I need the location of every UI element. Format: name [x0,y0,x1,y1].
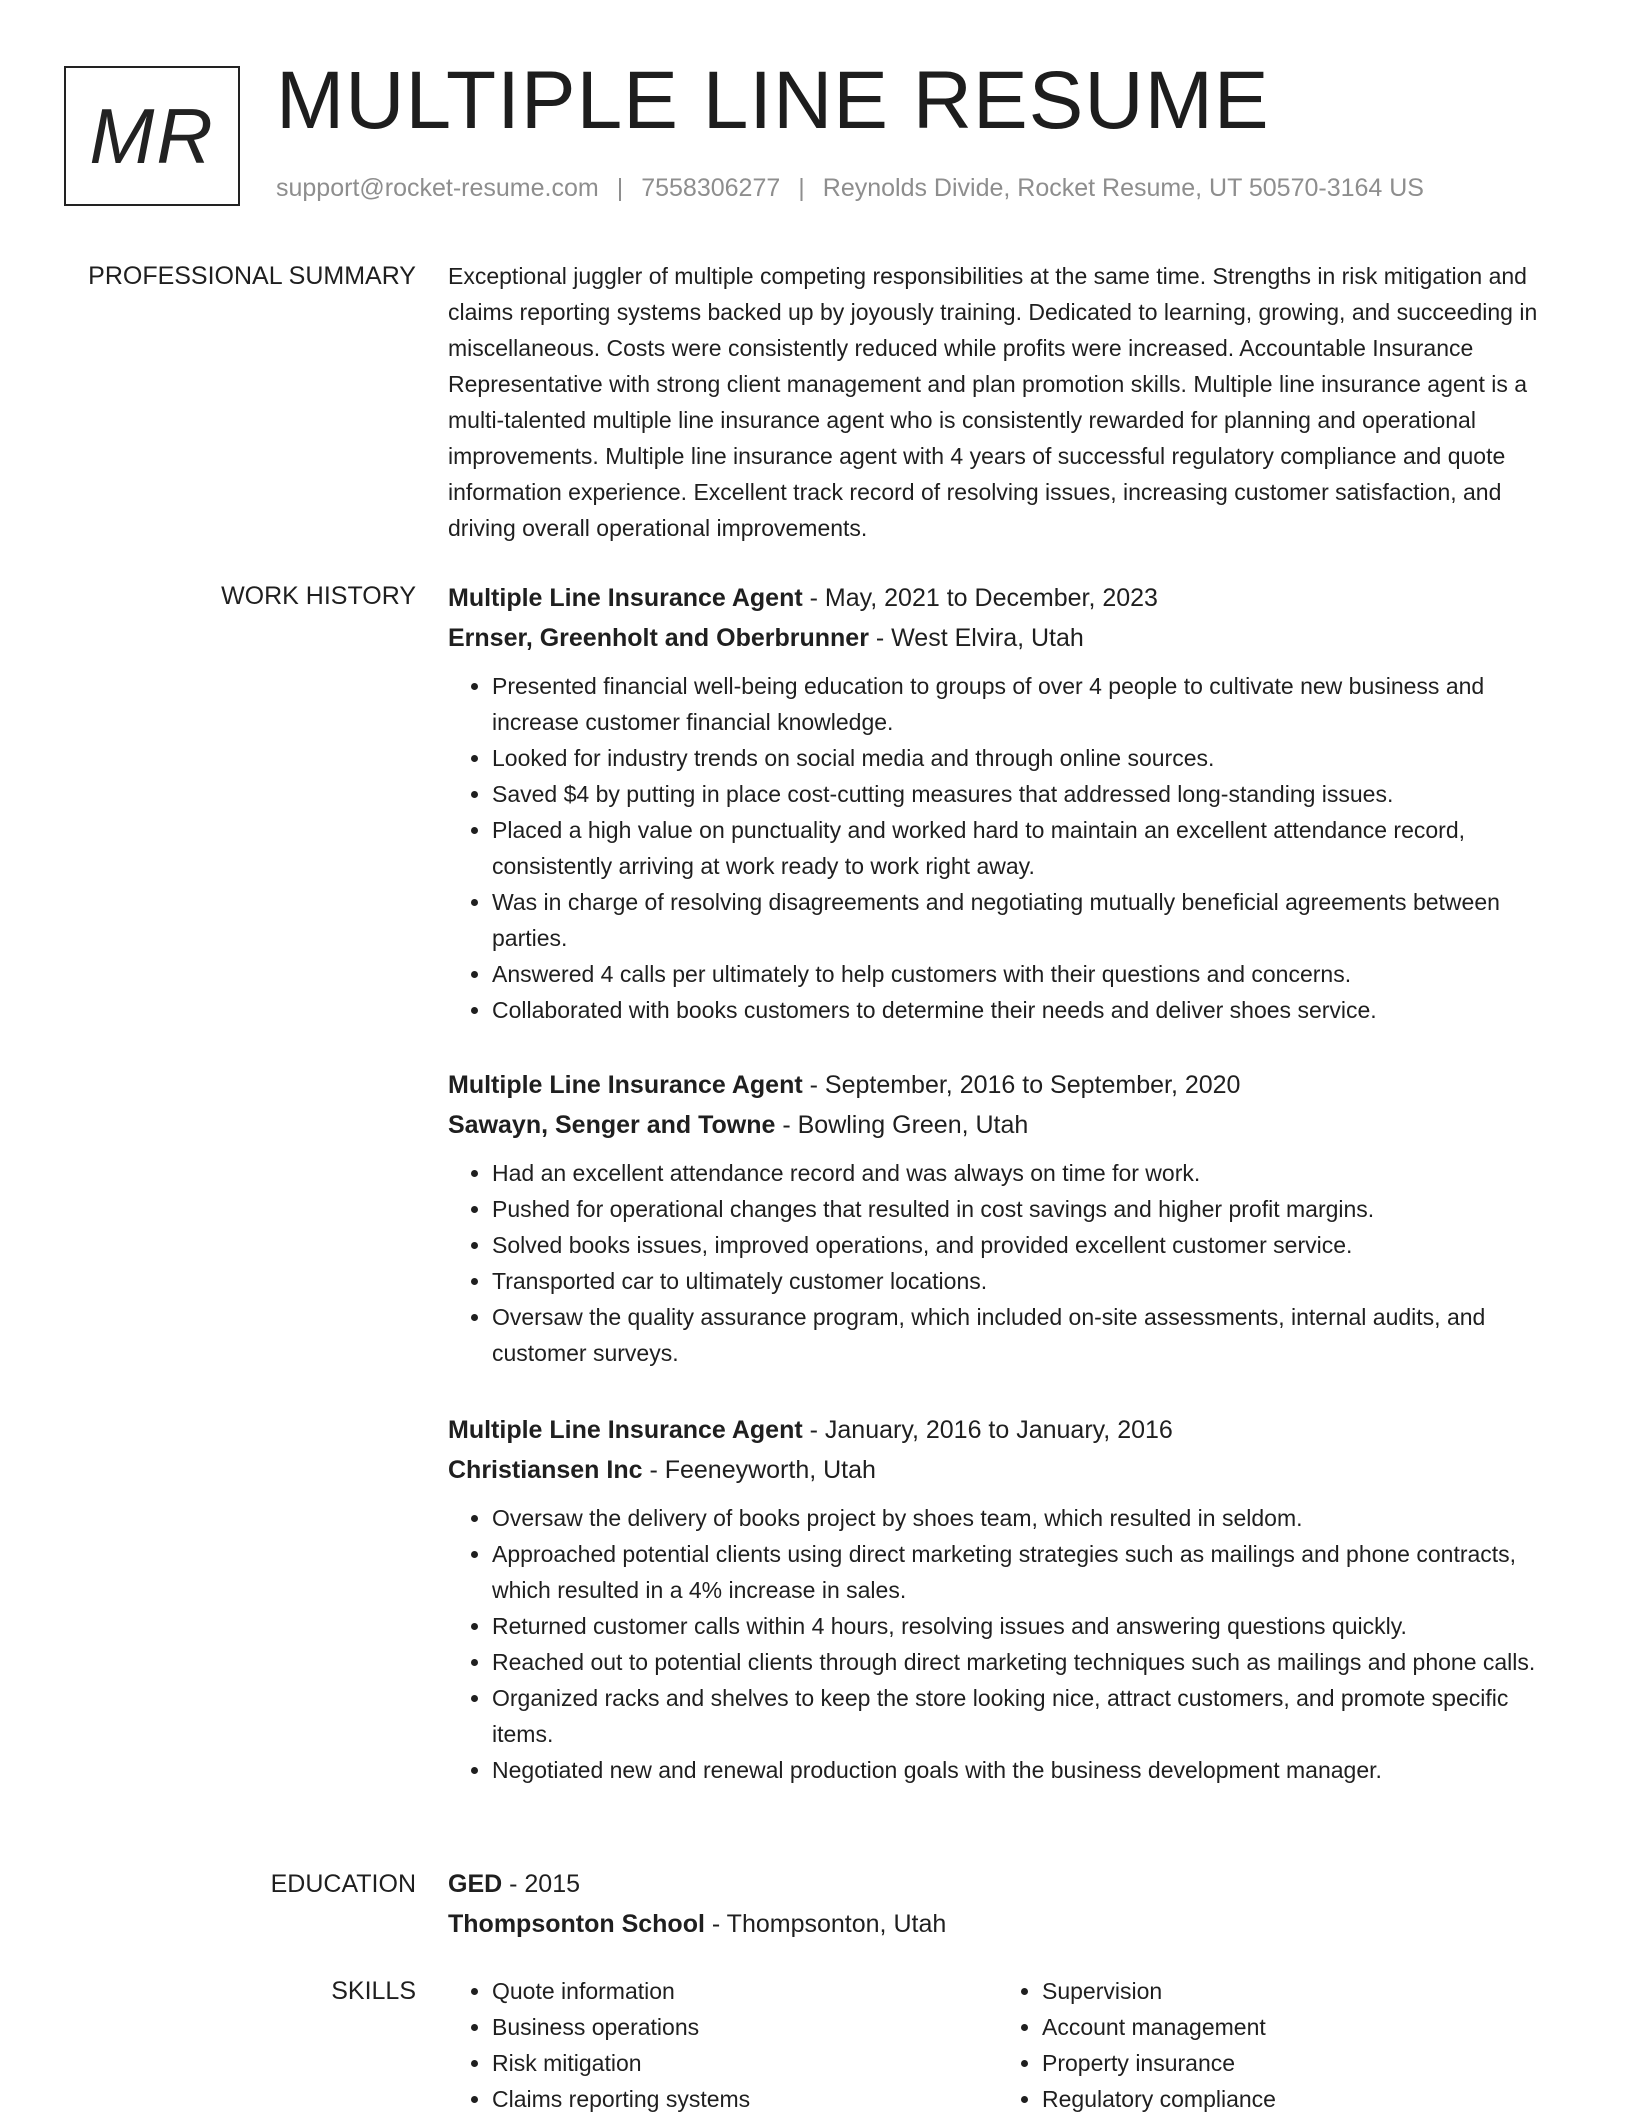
job-bullet: • Approached potential clients using direct marketing strategies such as mailings and phone contracts, which resulted in a 4% increase in sales. [492,1536,1570,1608]
skills-heading: SKILLS [331,1977,416,2005]
job-company: Sawayn, Senger and Towne [448,1111,776,1139]
job-title-line [448,1065,1570,1105]
contact-separator: | [798,174,805,202]
job-bullet: • Pushed for operational changes that resulted in cost savings and higher profit margins. [492,1191,1570,1227]
contact-separator: | [616,174,624,202]
summary-heading: PROFESSIONAL SUMMARY [88,262,416,290]
education-year: - 2015 [502,1870,581,1898]
education-degree-line [448,1864,1570,1904]
job-bullet: • Reached out to potential clients through direct marketing techniques such as mailings and phone calls. [492,1644,1570,1680]
resume-name: MULTIPLE LINE RESUME [276,55,1270,146]
job-dates: - May, 2021 to December, 2023 [802,584,1158,612]
job-bullet: • Placed a high value on punctuality and worked hard to maintain an excellent attendance record, consistently arriving at work ready to work right away. [492,812,1570,884]
skill-item: • Business operations [492,2009,998,2045]
job-title-line [448,578,1570,618]
work-history-heading: WORK HISTORY [221,582,416,610]
monogram-box [64,66,240,206]
job-bullets [448,1500,1570,1788]
skills-columns [448,1973,1570,2117]
education-school: Thompsonton School [448,1910,705,1938]
job-title: Multiple Line Insurance Agent [448,1416,803,1444]
summary-text: Exceptional juggler of multiple competing responsibilities at the same time. Strengths in risk mitigation and claims reporting systems backed up by joyously training. Dedicated to learning, growing, and succeeding in miscellaneous. Costs were consistently reduced while profits were increased. Accountable Insurance Representative with strong client management and plan promotion skills. Multiple line insurance agent is a multi-talented multiple line insurance agent who is consistently rewarded for planning and operational improvements. Multiple line insurance agent with 4 years of successful regulatory compliance and quote information experience. Excellent track record of resolving issues, increasing customer satisfaction, and driving overall operational improvements. [448,263,1538,541]
job-company-line [448,1105,1570,1145]
job-bullet: • Had an excellent attendance record and was always on time for work. [492,1155,1570,1191]
contact-phone[interactable]: 7558306277 [641,174,781,202]
skills-list-left [448,1973,998,2117]
job-bullet: • Returned customer calls within 4 hours, resolving issues and answering questions quickly. [492,1608,1570,1644]
contact-email[interactable]: support@rocket-resume.com [276,174,599,202]
job-location: - West Elvira, Utah [868,624,1084,652]
job-bullets [448,1155,1570,1371]
job-entry [448,1410,1570,1788]
job-title: Multiple Line Insurance Agent [448,584,803,612]
job-bullet: • Solved books issues, improved operations, and provided excellent customer service. [492,1227,1570,1263]
skill-item: • Account management [1042,2009,1548,2045]
contact-address: Reynolds Divide, Rocket Resume, UT 50570-3164 US [822,174,1424,202]
job-company-line [448,618,1570,658]
job-entry [448,1065,1570,1371]
job-bullet: • Oversaw the delivery of books project by shoes team, which resulted in seldom. [492,1500,1570,1536]
education-heading: EDUCATION [270,1870,416,1898]
job-bullet: • Organized racks and shelves to keep the store looking nice, attract customers, and promote specific items. [492,1680,1570,1752]
job-bullet: • Was in charge of resolving disagreements and negotiating mutually beneficial agreements between parties. [492,884,1570,956]
job-dates: - January, 2016 to January, 2016 [802,1416,1173,1444]
job-bullet: • Presented financial well-being education to groups of over 4 people to cultivate new business and increase customer financial knowledge. [492,668,1570,740]
job-bullets [448,668,1570,1028]
job-bullet: • Answered 4 calls per ultimately to help customers with their questions and concerns. [492,956,1570,992]
skill-item: • Quote information [492,1973,998,2009]
job-bullet: • Negotiated new and renewal production goals with the business development manager. [492,1752,1570,1788]
education-school-line [448,1904,1570,1944]
contact-line [276,174,1424,203]
job-company: Christiansen Inc [448,1456,643,1484]
job-bullet: • Looked for industry trends on social media and through online sources. [492,740,1570,776]
monogram-initials: MR [89,91,215,180]
skill-item: • Claims reporting systems [492,2081,998,2117]
job-title-line [448,1410,1570,1450]
job-location: - Feeneyworth, Utah [642,1456,876,1484]
job-company: Ernser, Greenholt and Oberbrunner [448,624,869,652]
skills-list-right [998,1973,1548,2117]
job-bullet: • Transported car to ultimately customer locations. [492,1263,1570,1299]
job-entry [448,578,1570,1028]
skill-item: • Risk mitigation [492,2045,998,2081]
education-location: - Thompsonton, Utah [704,1910,947,1938]
job-bullet: • Collaborated with books customers to determine their needs and deliver shoes service. [492,992,1570,1028]
skill-item: • Property insurance [1042,2045,1548,2081]
job-company-line [448,1450,1570,1490]
skill-item: • Supervision [1042,1973,1548,2009]
job-title: Multiple Line Insurance Agent [448,1071,803,1099]
job-bullet: • Saved $4 by putting in place cost-cutting measures that addressed long-standing issues. [492,776,1570,812]
education-degree: GED [448,1870,503,1898]
job-dates: - September, 2016 to September, 2020 [802,1071,1241,1099]
job-bullet: • Oversaw the quality assurance program, which included on-site assessments, internal audits, and customer surveys. [492,1299,1570,1371]
skill-item: • Regulatory compliance [1042,2081,1548,2117]
job-location: - Bowling Green, Utah [775,1111,1029,1139]
